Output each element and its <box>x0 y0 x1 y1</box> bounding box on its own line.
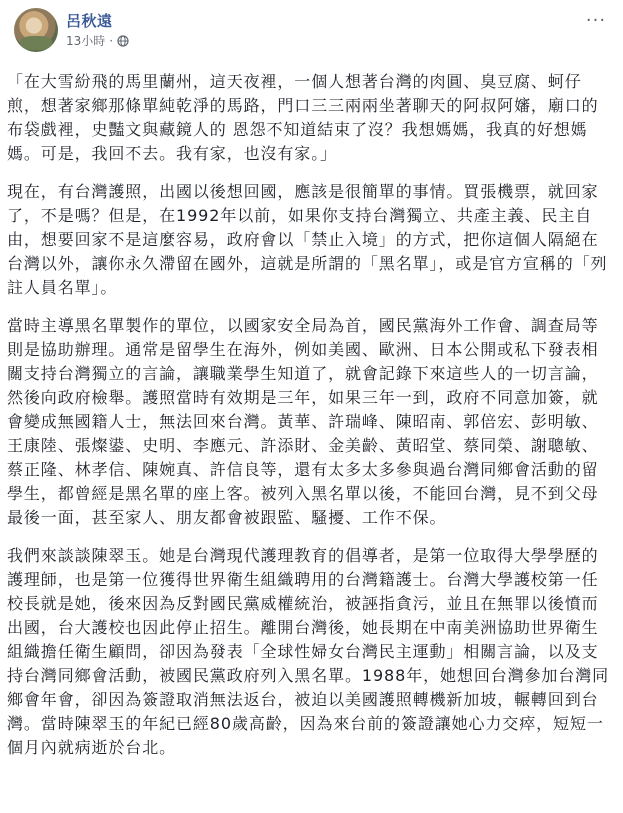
post-meta <box>66 32 129 49</box>
post-paragraph: 現在，有台灣護照，出國以後想回國，應該是很簡單的事情。買張機票，就回家了，不是嗎？但是，在1992年以前，如果你支持台灣獨立、共產主義、民主自由，想要回家不是這麼容易，政府會以「禁止入境」的方式，把你這個人隔絕在台灣以外，讓你永久滯留在國外，這就是所謂的「黑名單」，或是官方宣稱的「列註人員名單」。 <box>7 182 608 297</box>
timestamp[interactable]: 13小時 <box>66 34 106 48</box>
more-options-icon[interactable]: ··· <box>585 10 607 31</box>
author-name[interactable]: 呂秋遠 <box>66 12 113 30</box>
avatar[interactable] <box>14 8 58 52</box>
separator-dot: · <box>109 33 114 48</box>
globe-icon[interactable] <box>117 35 129 47</box>
post-paragraph: 「在大雪紛飛的馬里蘭州，這天夜裡，一個人想著台灣的肉圓、臭豆腐、蚵仔煎，想著家鄉那條單純乾淨的馬路，門口三三兩兩坐著聊天的阿叔阿嬸，廟口的布袋戲裡，史豔文與藏鏡人的 恩怨不知道結束了沒？我想媽媽，我真的好想媽媽。可是，我回不去。我有家，也沒有家。」 <box>7 72 599 163</box>
post-body <box>7 70 615 774</box>
post-paragraph: 當時主導黑名單製作的單位，以國家安全局為首，國民黨海外工作會、調查局等則是協助辦理。通常是留學生在海外，例如美國、歐洲、日本公開或私下發表相關支持台灣獨立的言論，讓職業學生知道了，就會記錄下來這些人的一切言論，然後向政府檢舉。護照當時有效期是三年，如果三年一到，政府不同意加簽，就會變成無國籍人士，無法回來台灣。黃華、許瑞峰、陳昭南、郭倍宏、彭明敏、王康陸、張燦鍙、史明、李應元、許添財、金美齡、黃昭堂、蔡同榮、謝聰敏、蔡正隆、林孝信、陳婉真、許信良等，還有太多太多參與過台灣同鄉會活動的留學生，都曾經是黑名單的座上客。被列入黑名單以後，不能回台灣，見不到父母最後一面，甚至家人、朋友都會被跟監、騷擾、工作不保。 <box>7 316 599 527</box>
post-paragraph: 我們來談談陳翠玉。她是台灣現代護理教育的倡導者，是第一位取得大學學歷的護理師，也是第一位獲得世界衛生組織聘用的台灣籍護士。台灣大學護校第一任校長就是她，後來因為反對國民黨威權統治，被誣指貪污，並且在無罪以後憤而出國，台大護校也因此停止招生。離開台灣後，她長期在中南美洲協助世界衛生組織擔任衛生顧問，卻因為發表「全球性婦女台灣民主運動」相關言論，以及支持台灣同鄉會活動，被國民黨政府列入黑名單。1988年，她想回台灣參加台灣同鄉會年會，卻因為簽證取消無法返台，被迫以美國護照轉機新加坡，輾轉回到台灣。當時陳翠玉的年紀已經80歲高齡，因為來台前的簽證讓她心力交瘁，短短一個月內就病逝於台北。 <box>7 546 610 757</box>
post-header <box>14 8 614 64</box>
